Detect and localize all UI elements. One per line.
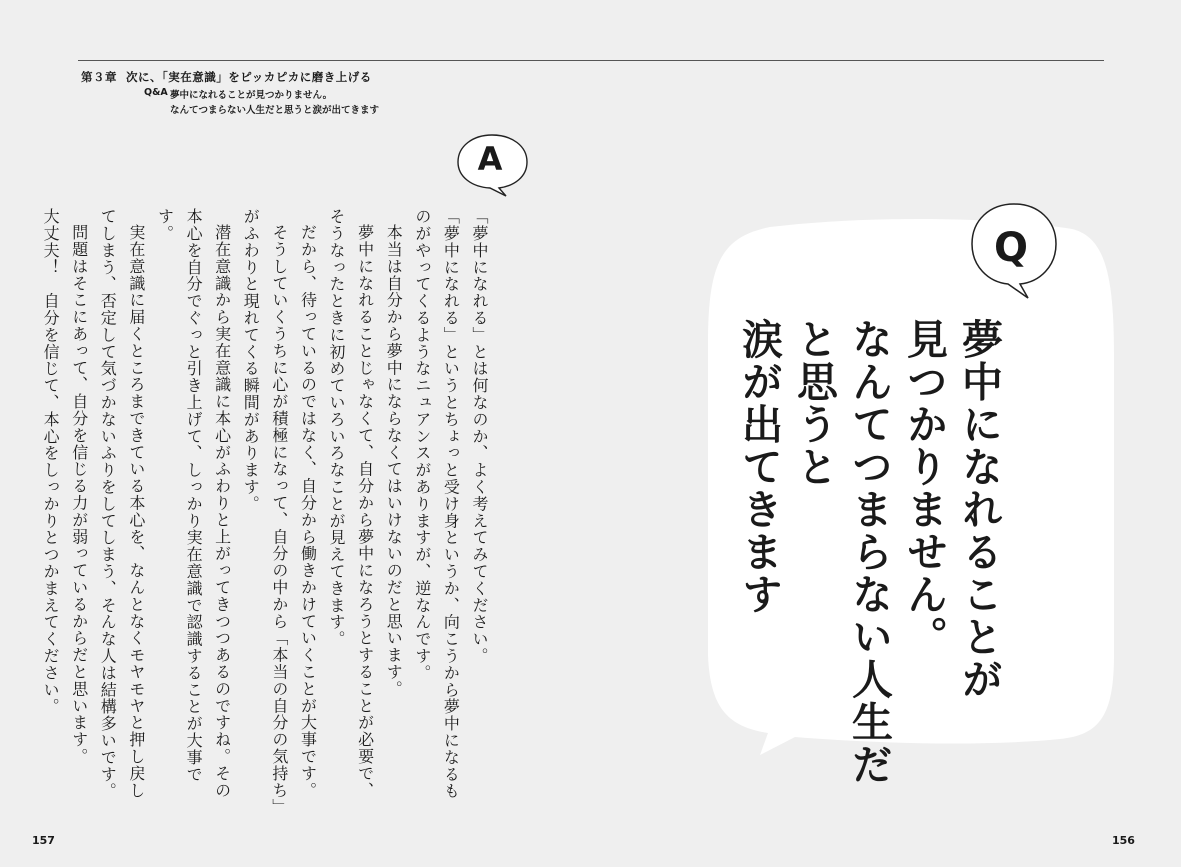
answer-paragraph: 夢中になれることじゃなくて、自分から夢中になろうとすることが必要で、そうなったときに初めていろいろなことが見えてきます。: [327, 208, 375, 799]
question-line: 見つかりません。: [900, 318, 948, 658]
answer-paragraph: 「夢中になれる」というとちょっと受け身というか、向こうから夢中になるものがやってくるようなニュアンスがありますが、逆なんです。: [412, 208, 461, 800]
answer-badge: A: [477, 140, 503, 178]
header-rule: [78, 60, 1104, 61]
answer-paragraph: 実在意識に届くところまできている本心を、なんとなくモヤモヤと押し戻してしまう、否定して気づかないふりをしてしまう、そんな人は結構多いです。: [98, 208, 146, 800]
answer-body: [36, 208, 494, 808]
page-number-right: 156: [1112, 834, 1135, 847]
page-number-left: 157: [32, 834, 55, 847]
answer-paragraph: そうしていくうちに心が積極になって、自分の中から「本当の自分の気持ち」がふわりと現れてくる瞬間があります。: [241, 208, 289, 808]
question-text: [731, 318, 1006, 786]
chapter-title: 次に、「実在意識」をピッカピカに磨き上げる: [126, 70, 372, 84]
answer-paragraph: 問題はそこにあって、自分を信じる力が弱っているからだと思います。: [69, 224, 89, 765]
chapter-number: 第３章: [81, 70, 117, 84]
question-line: と思うと: [790, 318, 838, 488]
answer-paragraph: 「夢中になれる」とは何なのか、よく考えてみてください。: [470, 208, 489, 665]
question-line: 夢中になれることが: [955, 318, 1003, 701]
qa-subtitle-line-2: なんてつまらない人生だと思うと涙が出てきます: [170, 105, 380, 116]
answer-paragraph: 潜在意識から実在意識に本心がふわりと上がってきつつあるのですね。その本心を自分でぐっと引き上げて、しっかり実在意識で認識することが大事です。: [155, 208, 232, 799]
question-badge: Q: [993, 225, 1028, 271]
question-line: なんてつまらない人生だ: [845, 318, 893, 786]
answer-paragraph: 本当は自分から夢中にならなくてはいけないのだと思います。: [384, 224, 404, 698]
answer-paragraph: 大丈夫！ 自分を信じて、本心をしっかりとつかまえてください。: [41, 208, 61, 715]
qa-label: Q&A: [144, 87, 168, 98]
qa-subtitle-line-1: 夢中になれることが見つかりません。: [170, 90, 333, 101]
question-line: 涙が出てきます: [735, 318, 783, 616]
chapter-heading: [81, 69, 372, 85]
answer-paragraph: だから、待っているのではなく、自分から働きかけていくことが大事です。: [298, 224, 318, 799]
